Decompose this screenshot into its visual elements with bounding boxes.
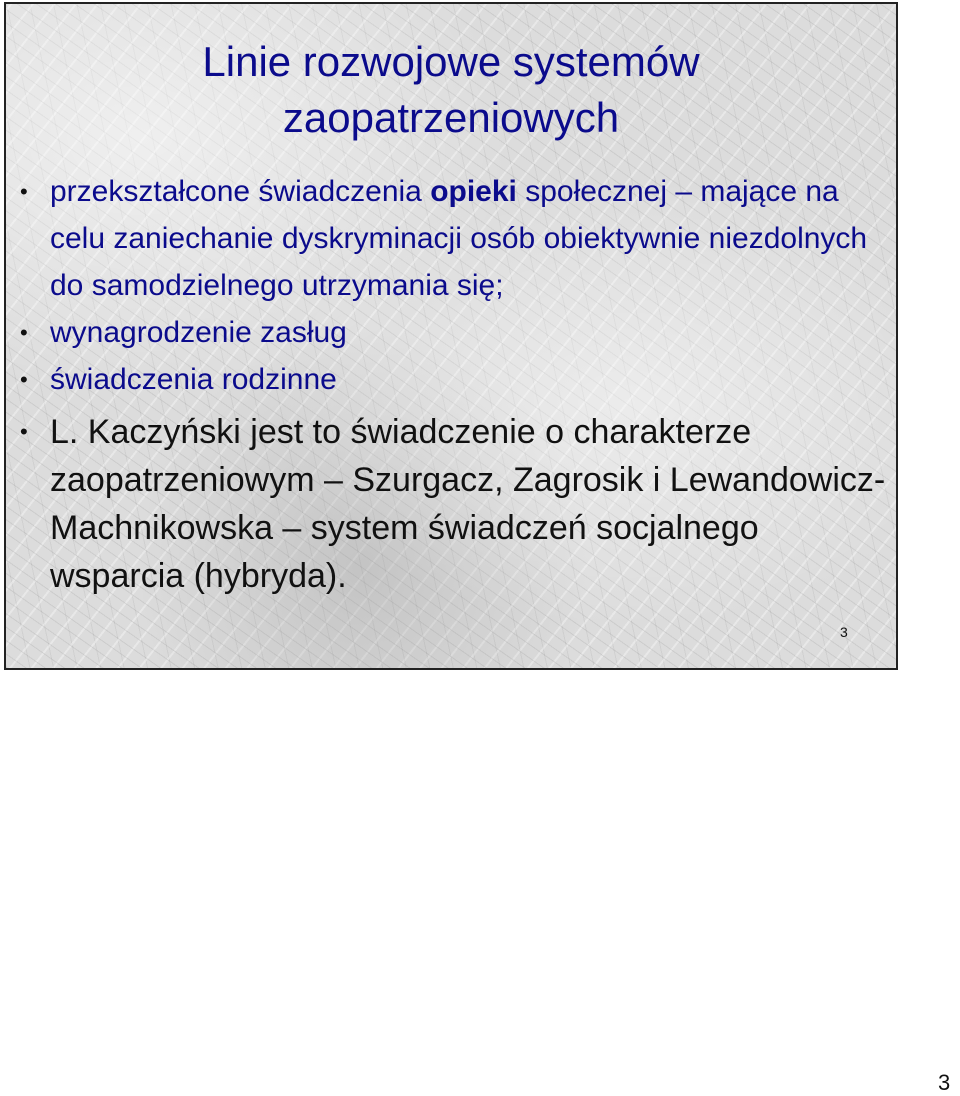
title-line-1: Linie rozwojowe systemów xyxy=(202,38,700,85)
bullet-item-3 xyxy=(18,356,888,403)
slide-title xyxy=(6,34,896,146)
title-line-2: zaopatrzeniowych xyxy=(282,94,620,141)
bullet-4-text: L. Kaczyński jest to świadczenie o charakterze zaopatrzeniowym – Szurgacz, Zagrosik i Lewandowicz-Machnikowska – system świadczeń socjalnego wsparcia (hybryda). xyxy=(50,413,886,595)
bullet-1-text-pre: przekształcone świadczenia xyxy=(50,175,431,208)
bullet-1-text-post: społecznej – mające na celu zaniechanie dyskryminacji osób obiektywnie niezdolnych do samodzielnego utrzymania się; xyxy=(50,175,868,302)
bullet-3-text: świadczenia rodzinne xyxy=(50,363,337,396)
bullet-item-4 xyxy=(18,408,888,600)
bullet-list xyxy=(18,168,888,600)
bullet-item-1 xyxy=(18,168,888,309)
bullet-item-2 xyxy=(18,309,888,356)
page-number: 3 xyxy=(938,1070,951,1095)
bullet-2-text: wynagrodzenie zasług xyxy=(50,316,347,349)
bullet-1-text-bold: opieki xyxy=(430,175,517,208)
slide-number: 3 xyxy=(840,624,848,640)
slide xyxy=(4,2,898,670)
